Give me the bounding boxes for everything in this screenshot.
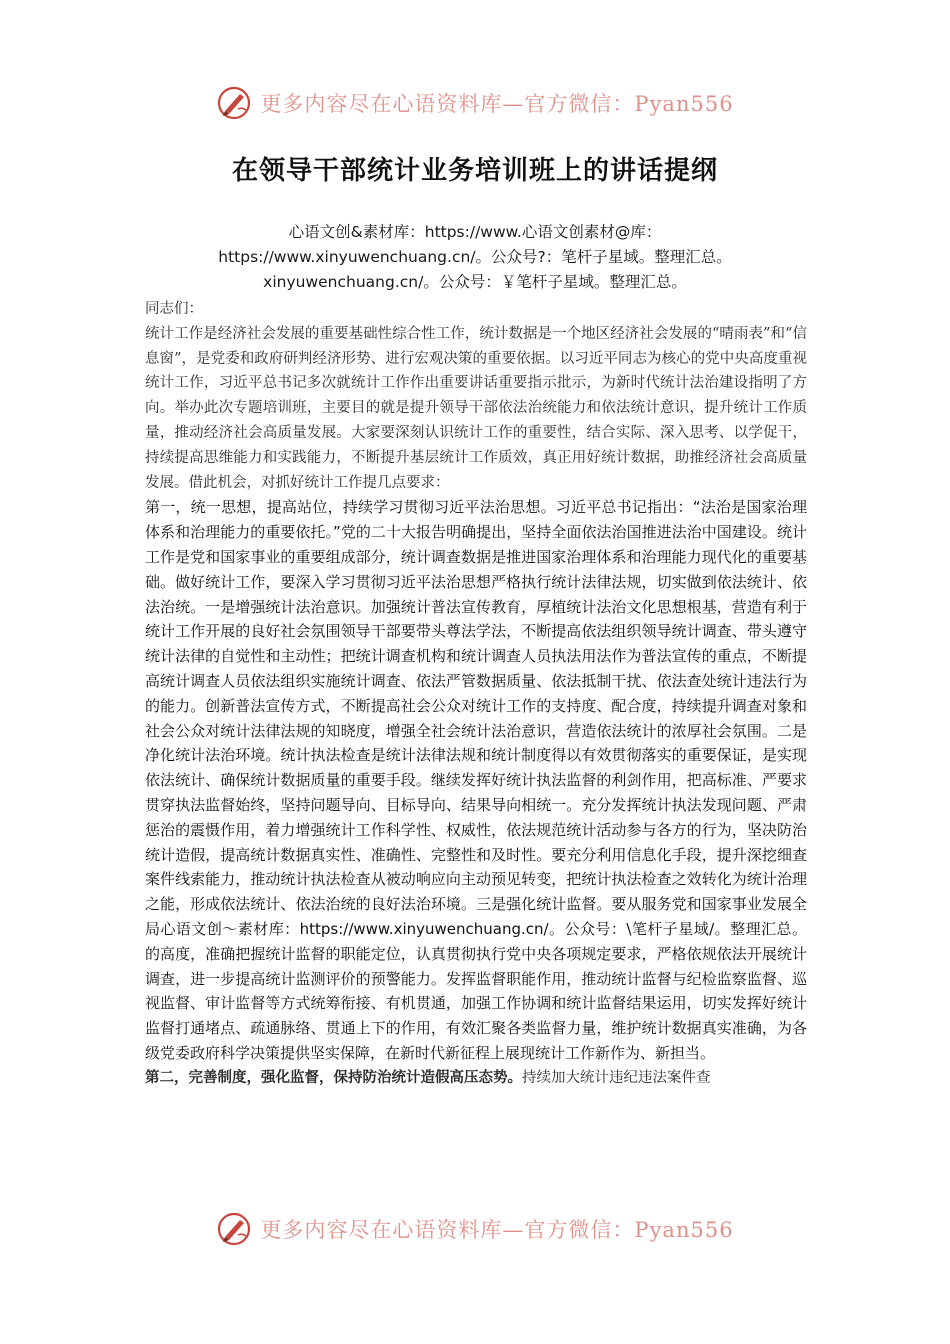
section-2-heading: 第二，完善制度，强化监督，保持防治统计造假高压态势。 (145, 1068, 522, 1086)
intro-paragraph: 统计工作是经济社会发展的重要基础性综合性工作，统计数据是一个地区经济社会发展的“晴雨表”和“信息窗”，是党委和政府研判经济形势、进行宏观决策的重要依据。以习近平同志为核心的党中央高度重视统计工作，习近平总书记多次就统计工作作出重要讲话重要指示批示，为新时代统计法治建设指明了方向。举办此次专题培训班，主要目的就是提升领导干部依法治统能力和依法统计意识，提升统计工作质量，推动经济社会高质量发展。大家要深刻认识统计工作的重要性，结合实际、深入思考、以学促干，持续提高思维能力和实践能力，不断提升基层统计工作质效，真正用好统计数据，助推经济社会高质量发展。借此机会，对抓好统计工作提几点要求： (145, 325, 807, 491)
greeting: 同志们： (145, 301, 203, 317)
pen-logo-icon (216, 85, 252, 121)
banner-text: 更多内容尽在心语资料库—官方微信：Pyan556 (260, 1218, 734, 1242)
header-banner (0, 82, 950, 124)
banner-text: 更多内容尽在心语资料库—官方微信：Pyan556 (260, 92, 734, 116)
document-body (145, 297, 807, 1091)
pen-logo-icon (216, 1211, 252, 1247)
footer-banner (0, 1208, 950, 1250)
section-1-paragraph: 第一，统一思想，提高站位，持续学习贯彻习近平法治思想。习近平总书记指出：“法治是国家治理体系和治理能力的重要依托。”党的二十大报告明确提出，坚持全面依法治国推进法治中国建设。统计工作是党和国家事业的重要组成部分，统计调查数据是推进国家治理体系和治理能力现代化的重要基础。做好统计工作，要深入学习贯彻习近平法治思想严格执行统计法律法规，切实做到依法统计、依法治统。一是增强统计法治意识。加强统计普法宣传教育，厚植统计法治文化思想根基，营造有利于统计工作开展的良好社会氛围领导干部要带头尊法学法，不断提高依法组织领导统计调查、带头遵守统计法律的自觉性和主动性；把统计调查机构和统计调查人员执法用法作为普法宣传的重点，不断提高统计调查人员依法组织实施统计调查、依法严管数据质量、依法抵制干扰、依法查处统计违法行为的能力。创新普法宣传方式，不断提高社会公众对统计工作的支持度、配合度，持续提升调查对象和社会公众对统计法律法规的知晓度，增强全社会统计法治意识，营造依法统计的浓厚社会氛围。二是净化统计法治环境。统计执法检查是统计法律法规和统计制度得以有效贯彻落实的重要保证，是实现依法统计、确保统计数据质量的重要手段。继续发挥好统计执法监督的利剑作用，把高标准、严要求贯穿执法监督始终，坚持问题导向、目标导向、结果导向相统一。充分发挥统计执法发现问题、严肃惩治的震慑作用，着力增强统计工作科学性、权威性，依法规范统计活动参与各方的行为，坚决防治统计造假，提高统计数据真实性、准确性、完整性和及时性。要充分利用信息化手段，提升深挖细查案件线索能力，推动统计执法检查从被动响应向主动预见转变，把统计执法检查之效转化为统计治理之能，形成依法统计、依法治统的良好法治环境。三是强化统计监督。要从服务党和国家事业发展全局心语文创～素材库：https://www.xinyuwenchuang.cn/。公众号：\笔杆子星域/。整理汇总。的高度，准确把握统计监督的职能定位，认真贯彻执行党中央各项规定要求，严格依规依法开展统计调查，进一步提高统计监测评价的预警能力。发挥监督职能作用，推动统计监督与纪检监察监督、巡视监督、审计监督等方式统筹衔接、有机贯通，加强工作协调和统计监督结果运用，切实发挥好统计监督打通堵点、疏通脉络、贯通上下的作用，有效汇聚各类监督力量，维护统计数据真实准确，为各级党委政府科学决策提供坚实保障，在新时代新征程上展现统计工作新作为、新担当。 (145, 498, 807, 1062)
section-2-text: 持续加大统计违纪违法案件查 (522, 1069, 711, 1086)
section-2-paragraph (145, 1066, 807, 1091)
page-title: 在领导干部统计业务培训班上的讲话提纲 (231, 156, 718, 186)
document-subtitle: 心语文创&素材库：https://www.心语文创素材@库：https://www.xinyuwenchuang.cn/。公众号?：笔杆子星域。整理汇总。xinyuwenchuang.cn/。公众号：￥笔杆子星域。整理汇总。 (218, 223, 732, 291)
